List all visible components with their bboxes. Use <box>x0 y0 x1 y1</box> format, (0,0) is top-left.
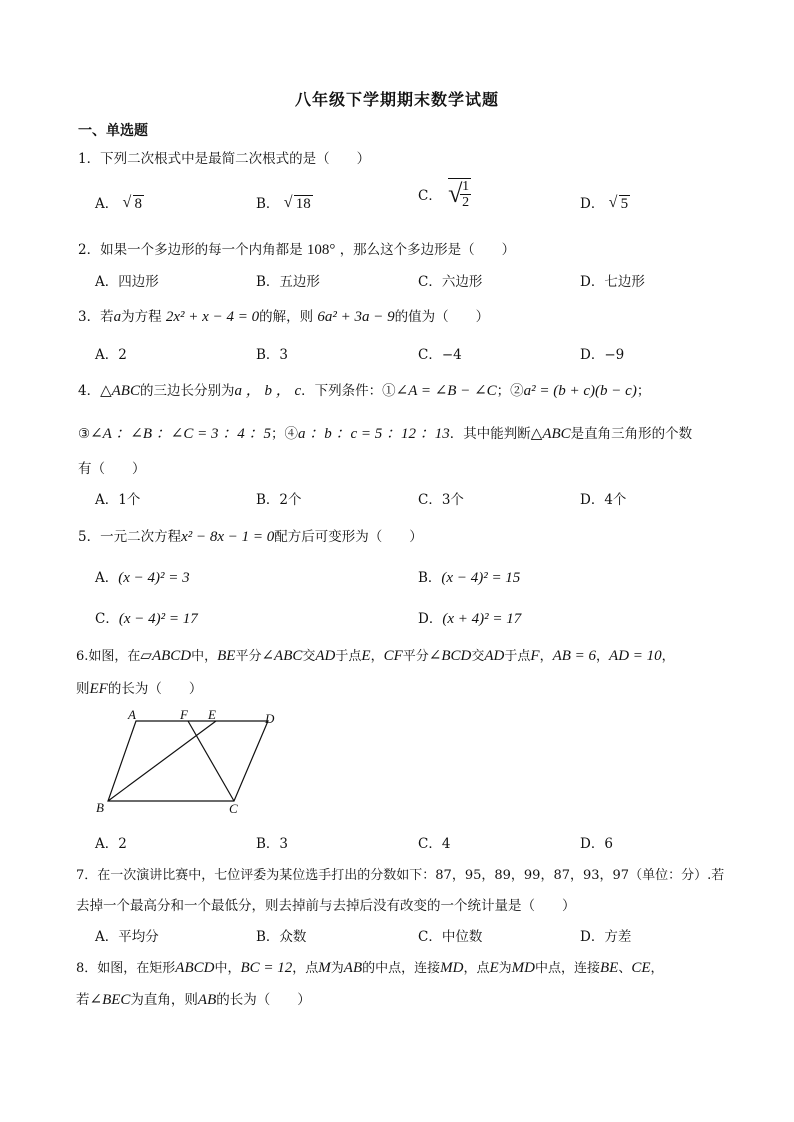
q4-option-a[interactable]: A．1个 <box>95 492 141 508</box>
question-8-line-2: 若∠BEC为直角，则AB的长为（ ） <box>76 992 311 1008</box>
question-4-line-2: ③∠A ：∠B ：∠C = 3 ：4 ：5；④a ：b ：c = 5 ：12 ：13．其中能判断△ABC是直角三角形的个数 <box>78 426 693 442</box>
equation: x² − 8x − 1 = 0 <box>181 529 275 545</box>
q2-option-a[interactable]: A．四边形 <box>95 274 159 290</box>
sqrt-fraction: √ $\frac{1}{2}$ <box>448 179 470 210</box>
q6-option-d[interactable]: D．6 <box>580 836 613 852</box>
segment-be <box>108 721 216 801</box>
vertex-label-a: A <box>128 707 136 722</box>
q4-option-b[interactable]: B．2个 <box>256 492 302 508</box>
option-label: C． <box>418 188 442 204</box>
q3-option-a[interactable]: A．2 <box>95 347 127 363</box>
question-6-line-1: 6.如图，在▱ABCD中，BE平分∠ABC交AD于点E，CF平分∠BCD交AD于点F，AB = 6，AD = 10， <box>76 648 675 664</box>
point-label-e: E <box>208 707 216 722</box>
q1-option-a[interactable] <box>95 192 144 213</box>
expression: 6a² + 3a − 9 <box>317 309 395 325</box>
q4-option-c[interactable]: C．3个 <box>418 492 464 508</box>
vertex-label-b: B <box>96 800 104 815</box>
question-7-line-1: 7．在一次演讲比赛中，七位评委为某位选手打出的分数如下：87，95，89，99，87，93，97（单位：分）.若 <box>76 868 725 883</box>
sqrt-expression: √ 18 <box>283 194 311 212</box>
point-label-f: F <box>180 707 188 722</box>
q7-option-a[interactable]: A．平均分 <box>95 929 159 945</box>
q1-option-c[interactable] <box>418 178 471 210</box>
q5-option-c[interactable]: C．(x − 4)² = 17 <box>95 611 198 627</box>
question-4-line-1: 4．△ABC的三边长分别为a ， b ， c．下列条件：①∠A = ∠B − ∠C；②a² = (b + c)(b − c)； <box>78 383 651 399</box>
option-label: B． <box>256 196 280 212</box>
sqrt-expression: √ 5 <box>608 194 629 212</box>
vertex-label-c: C <box>229 801 238 816</box>
q5-option-d[interactable]: D．(x + 4)² = 17 <box>418 611 522 627</box>
section-heading: 一、单选题 <box>78 123 148 139</box>
question-5-stem: 5．一元二次方程x² − 8x − 1 = 0配方后可变形为（ ） <box>78 529 423 545</box>
segment-cf <box>188 721 234 801</box>
q7-option-c[interactable]: C．中位数 <box>418 929 483 945</box>
q6-option-a[interactable]: A．2 <box>95 836 127 852</box>
option-label: A． <box>95 196 119 212</box>
question-6-line-2: 则EF的长为（ ） <box>76 681 203 697</box>
question-2-stem: 2．如果一个多边形的每一个内角都是 108° ，那么这个多边形是（ ） <box>78 242 516 258</box>
q1-option-d[interactable] <box>580 192 630 213</box>
q5-option-b[interactable]: B．(x − 4)² = 15 <box>418 570 521 586</box>
vertex-label-d: D <box>265 711 275 726</box>
q4-option-d[interactable]: D．4个 <box>580 492 627 508</box>
page-title: 八年级下学期期末数学试题 <box>294 90 499 109</box>
q3-option-b[interactable]: B．3 <box>256 347 289 363</box>
sqrt-expression: √ 8 <box>122 194 143 212</box>
q7-option-b[interactable]: B．众数 <box>256 929 307 945</box>
q1-option-b[interactable] <box>256 192 313 213</box>
equation: 2x² + x − 4 = 0 <box>165 309 260 325</box>
parallelogram-figure <box>90 705 290 820</box>
q2-option-b[interactable]: B．五边形 <box>256 274 320 290</box>
question-1-stem: 1．下列二次根式中是最简二次根式的是（ ） <box>78 151 371 167</box>
q3-option-c[interactable]: C．−4 <box>418 347 462 363</box>
q3-option-d[interactable]: D．−9 <box>580 347 625 363</box>
q2-option-d[interactable]: D．七边形 <box>580 274 645 290</box>
q6-option-b[interactable]: B．3 <box>256 836 289 852</box>
question-4-line-3: 有（ ） <box>78 461 146 477</box>
question-8-line-1: 8．如图，在矩形ABCD中，BC = 12，点M为AB的中点，连接MD，点E为MD中点，连接BE、CE， <box>76 960 664 976</box>
parallelogram-abcd <box>108 721 268 801</box>
q6-option-c[interactable]: C．4 <box>418 836 451 852</box>
q5-option-a[interactable]: A．(x − 4)² = 3 <box>95 570 190 586</box>
q7-option-d[interactable]: D．方差 <box>580 929 632 945</box>
question-7-line-2: 去掉一个最高分和一个最低分，则去掉前与去掉后没有改变的一个统计量是（ ） <box>76 898 576 914</box>
q2-option-c[interactable]: C．六边形 <box>418 274 483 290</box>
question-3-stem: 3．若a为方程 2x² + x − 4 = 0的解，则 6a² + 3a − 9的值为（ ） <box>78 309 490 325</box>
option-label: D． <box>580 196 605 212</box>
